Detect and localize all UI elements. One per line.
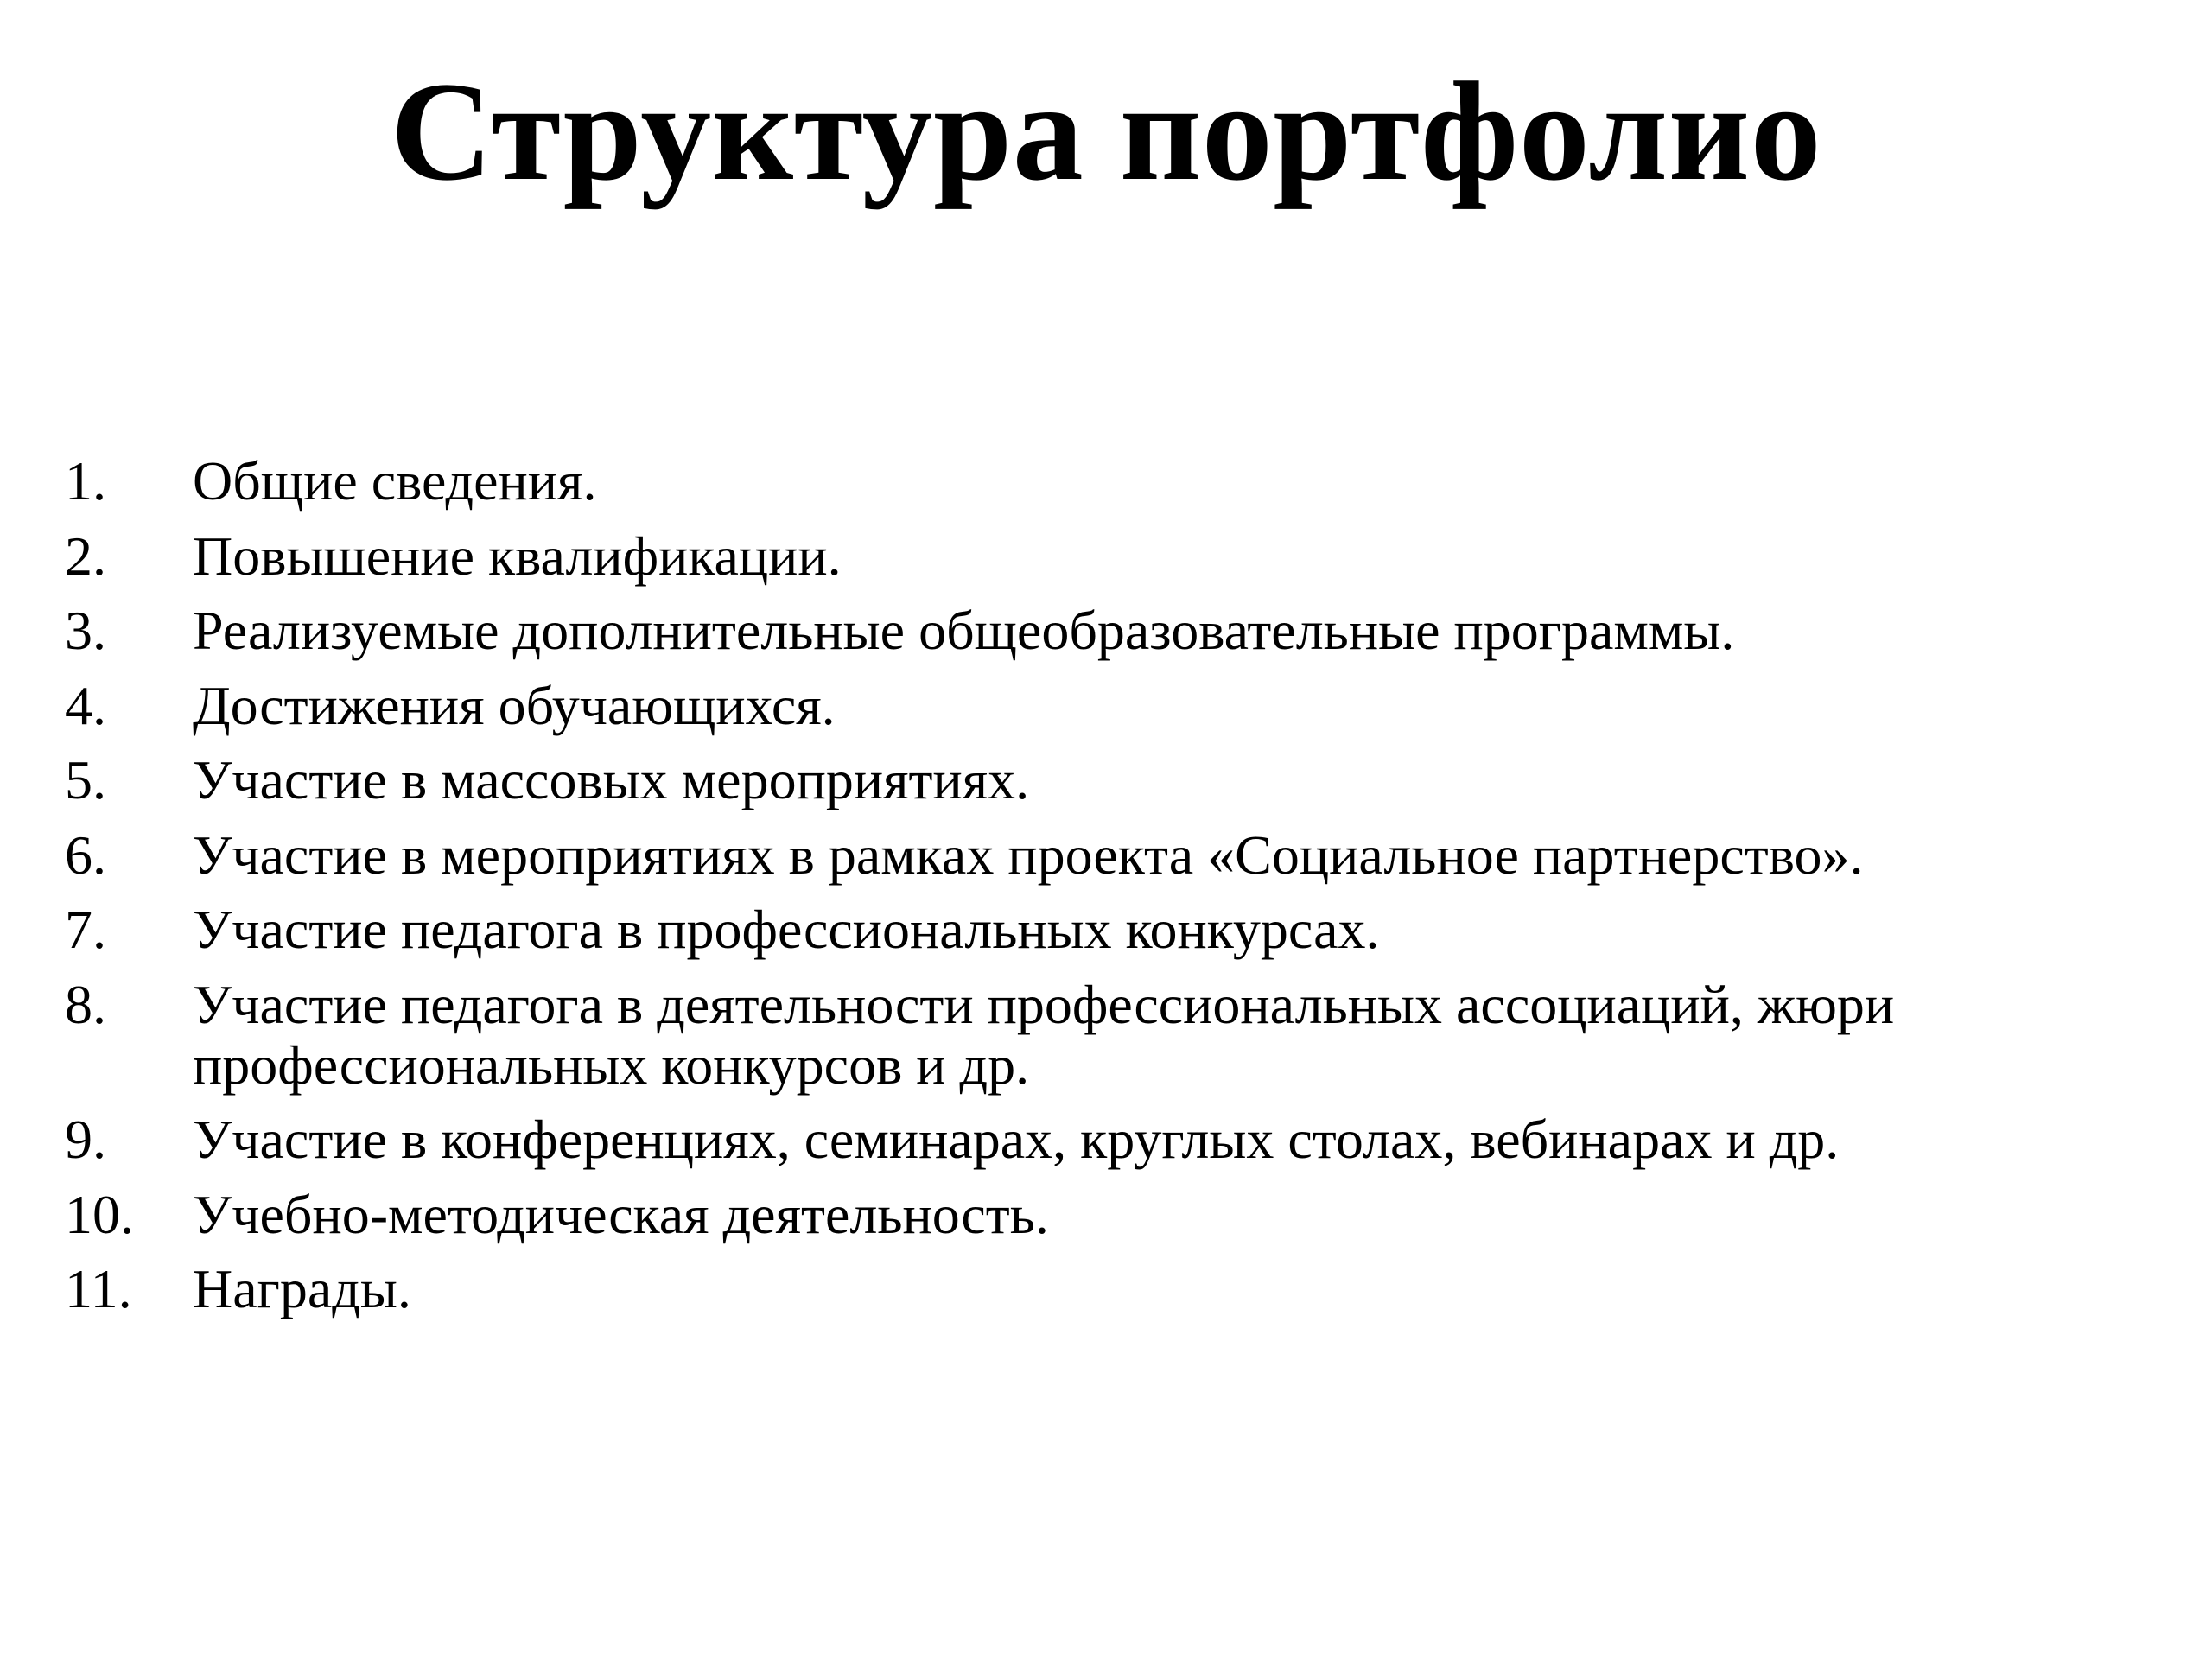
list-item	[65, 1185, 2173, 1245]
list-item-text: Участие педагога в деятельности профессиональных ассоциаций, жюри профессиональных конкурсов и др.	[193, 973, 1895, 1096]
list-item-text: Участие педагога в профессиональных конкурсах.	[193, 899, 1380, 960]
list-item-text: Участие в массовых мероприятиях.	[193, 749, 1030, 810]
list-item-text: Участие в конференциях, семинарах, круглых столах, вебинарах и др.	[193, 1109, 1840, 1170]
list-item-text: Реализуемые дополнительные общеобразовательные программы.	[193, 600, 1735, 661]
list-item-number: 11.	[65, 1258, 132, 1319]
list-item-number: 4.	[65, 674, 106, 736]
list-item	[65, 825, 2173, 886]
list-item	[65, 899, 2173, 960]
list-item	[65, 975, 2173, 1096]
slide-title: Структура портфолио	[390, 54, 1822, 210]
list-item-number: 3.	[65, 600, 106, 661]
list-item-number: 8.	[65, 973, 106, 1035]
list-item-text: Учебно-методическая деятельность.	[193, 1183, 1049, 1245]
list-item-text: Повышение квалификации.	[193, 524, 842, 587]
list-item-text: Общие сведения.	[193, 450, 597, 512]
list-item-number: 10.	[65, 1183, 134, 1245]
list-item-number: 9.	[65, 1109, 106, 1170]
list-item	[65, 526, 2173, 587]
list-item-text: Награды.	[193, 1258, 411, 1319]
list-item	[65, 1109, 2173, 1170]
portfolio-structure-list	[65, 451, 2173, 1334]
list-item-text: Достижения обучающихся.	[193, 674, 836, 736]
list-item-number: 5.	[65, 749, 106, 810]
list-item	[65, 601, 2173, 661]
list-item-number: 1.	[65, 450, 106, 512]
list-item-number: 6.	[65, 823, 106, 886]
list-item	[65, 451, 2173, 512]
list-item-number: 7.	[65, 899, 106, 960]
list-item	[65, 1259, 2173, 1319]
list-item	[65, 750, 2173, 810]
list-item-number: 2.	[65, 524, 106, 587]
list-item	[65, 676, 2173, 736]
list-item-text: Участие в мероприятиях в рамках проекта «Социальное партнерство».	[193, 823, 1864, 886]
